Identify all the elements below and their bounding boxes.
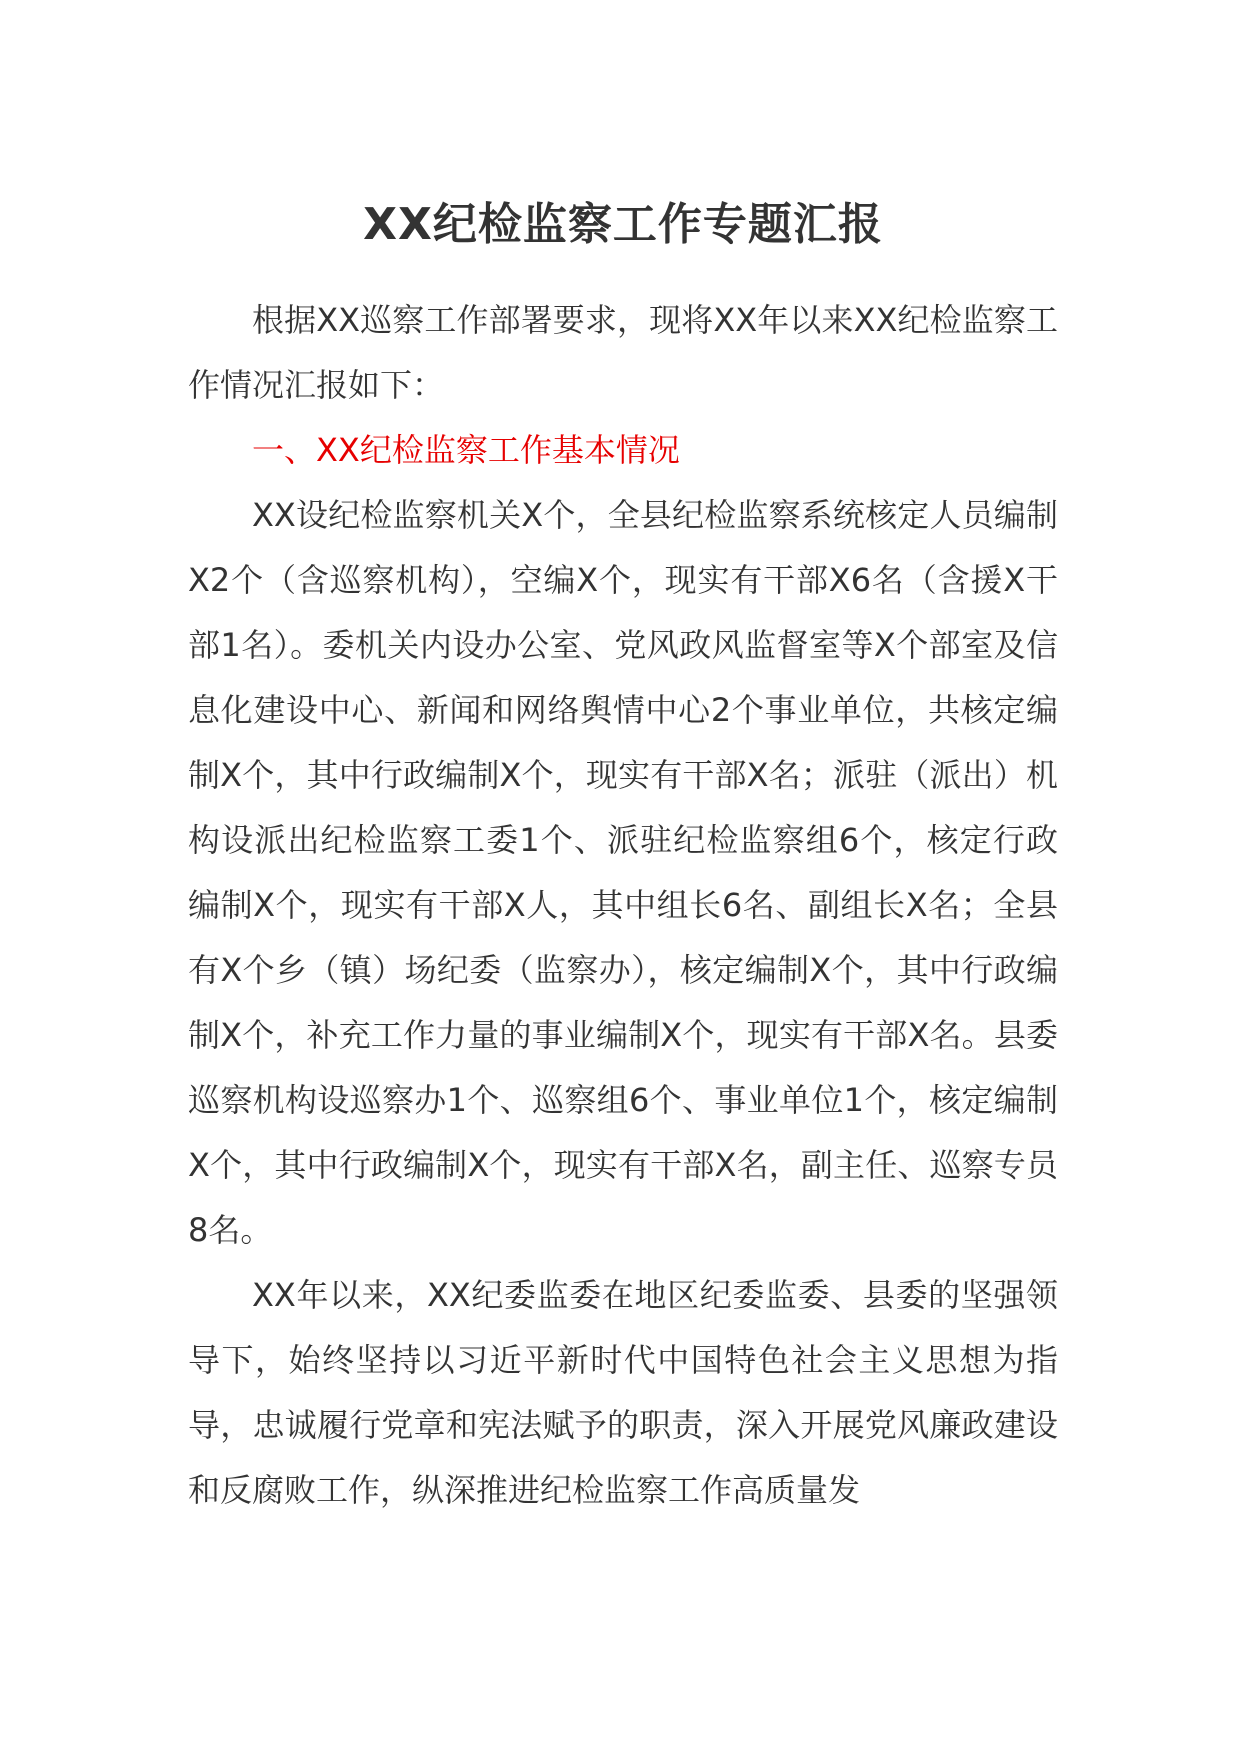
- body-paragraph-2: XX年以来，XX纪委监委在地区纪委监委、县委的坚强领导下，始终坚持以习近平新时代中国特色社会主义思想为指导，忠诚履行党章和宪法赋予的职责，深入开展党风廉政建设和反腐败工作，纵深推进纪检监察工作高质量发: [188, 1276, 1058, 1509]
- intro-paragraph: 根据XX巡察工作部署要求，现将XX年以来XX纪检监察工作情况汇报如下：: [188, 301, 1058, 404]
- document-body: [188, 288, 1058, 1523]
- document-content: [188, 196, 1058, 1523]
- body-paragraph-1: XX设纪检监察机关X个，全县纪检监察系统核定人员编制X2个（含巡察机构），空编X个，现实有干部X6名（含援X干部1名）。委机关内设办公室、党风政风监督室等X个部室及信息化建设中心、新闻和网络舆情中心2个事业单位，共核定编制X个，其中行政编制X个，现实有干部X名；派驻（派出）机构设派出纪检监察工委1个、派驻纪检监察组6个，核定行政编制X个，现实有干部X人，其中组长6名、副组长X名；全县有X个乡（镇）场纪委（监察办），核定编制X个，其中行政编制X个，补充工作力量的事业编制X个，现实有干部X名。县委巡察机构设巡察办1个、巡察组6个、事业单位1个，核定编制X个，其中行政编制X个，现实有干部X名，副主任、巡察专员8名。: [188, 496, 1058, 1249]
- section-heading-1: 一、XX纪检监察工作基本情况: [252, 431, 680, 469]
- document-title: XX纪检监察工作专题汇报: [363, 199, 883, 250]
